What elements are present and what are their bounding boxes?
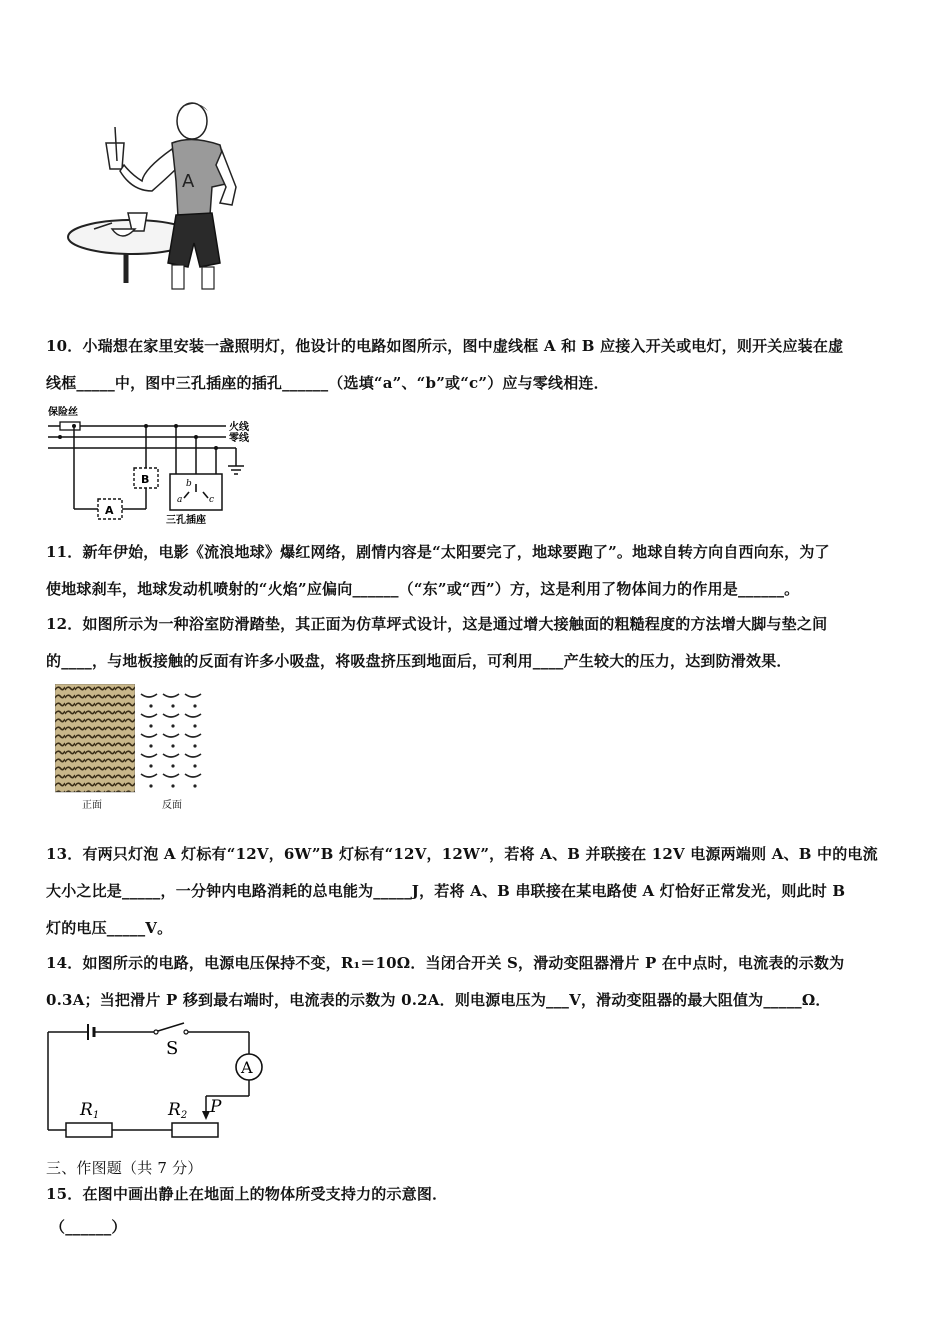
svg-text:A: A [182,171,195,192]
q10-line-2: 线框_____中，图中三孔插座的插孔______（选填“a”、“b”或“c”）应与零线相连． [46,374,609,392]
slider-label: P [210,1097,222,1117]
switch-label: S [166,1038,179,1059]
box-b-label: B [141,473,150,486]
live-wire-label: 火线 [229,422,249,433]
section-3-title: 三、作图题（共 7 分） [46,1159,203,1177]
socket-hole-b: b [186,479,192,489]
ammeter-label: A [241,1058,253,1077]
q15-line-1: 15．在图中画出静止在地面上的物体所受支持力的示意图． [46,1185,448,1203]
rheostat-circuit-figure [44,1022,269,1140]
q13-line-3: 灯的电压_____V。 [46,919,173,937]
q15-answer-blank: （______） [50,1218,127,1236]
r2-subscript: 2 [180,1110,188,1121]
r2-letter: R [168,1100,181,1120]
socket-hole-c: c [209,495,215,505]
socket-label: 三孔插座 [166,515,206,526]
mat-front-caption: 正面 [82,800,102,811]
q10-line-1: 10．小瑞想在家里安装一盏照明灯，他设计的电路如图所示，图中虚线框 A 和 B 应接入开关或电灯，则开关应装在虚 [46,337,844,355]
r1-subscript: 1 [92,1110,100,1121]
r2-label [167,1100,187,1121]
r1-letter: R [80,1100,93,1120]
q11-line-2: 使地球刹车，地球发动机喷射的“火焰”应偏向______（“东”或“西”）方，这是利用了物体间力的作用是______。 [46,580,800,598]
neutral-wire-label: 零线 [229,433,249,444]
house-wiring-figure [46,404,261,526]
q12-line-2: 的____，与地板接触的反面有许多小吸盘，将吸盘挤压到地面后，可利用____产生较大的压力，达到防滑效果． [46,652,792,670]
socket-hole-a: a [177,495,183,505]
bath-mat-figure [55,684,205,794]
q12-line-1: 12．如图所示为一种浴室防滑踏垫，其正面为仿草坪式设计，这是通过增大接触面的粗糙程度的方法增大脚与垫之间 [46,615,828,633]
q11-line-1: 11．新年伊始，电影《流浪地球》爆红网络，剧情内容是“太阳要完了，地球要跑了”。地球自转方向自西向东，为了 [46,543,830,561]
q14-line-1: 14．如图所示的电路，电源电压保持不变，R₁＝10Ω．当闭合开关 S，滑动变阻器滑片 P 在中点时，电流表的示数为 [46,954,845,972]
fuse-label: 保险丝 [48,407,78,418]
box-a-label: A [105,504,114,517]
boy-at-table-figure [60,95,250,290]
q13-line-2: 大小之比是_____，一分钟内电路消耗的总电能为_____J，若将 A、B 串联接在某电路使 A 灯恰好正常发光，则此时 B [46,882,846,900]
q13-line-1: 13．有两只灯泡 A 灯标有“12V，6W”B 灯标有“12V，12W”，若将 A、B 并联接在 12V 电源两端则 A、B 中的电流 [46,845,878,863]
q14-line-2: 0.3A；当把滑片 P 移到最右端时，电流表的示数为 0.2A．则电源电压为___V，滑动变阻器的最大阻值为_____Ω． [46,991,831,1009]
mat-back-caption: 反面 [162,800,182,811]
r1-label [79,1100,99,1121]
